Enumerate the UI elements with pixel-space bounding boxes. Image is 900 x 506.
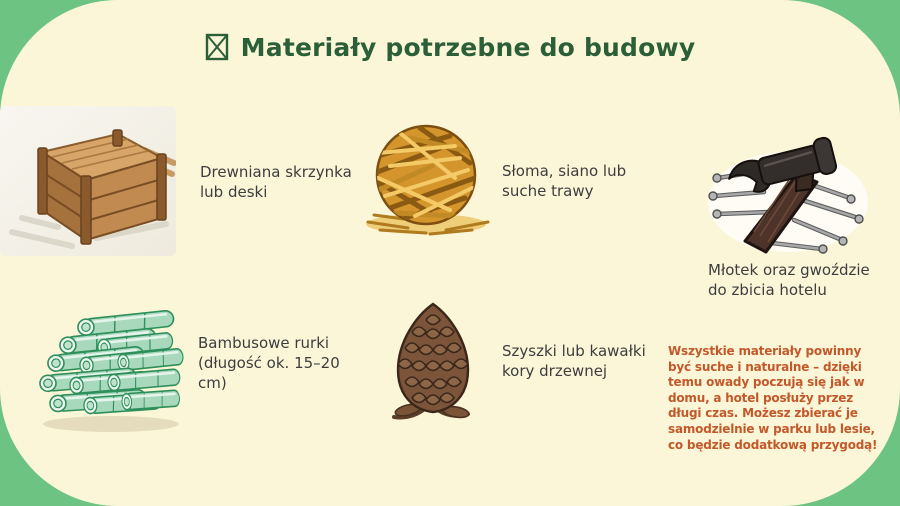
straw-ball-illustration bbox=[360, 118, 496, 240]
straw-ball-image bbox=[360, 118, 496, 240]
caption-bamboo: Bambusowe rurki (długość ok. 15–20 cm) bbox=[198, 334, 340, 392]
bamboo-tubes-illustration bbox=[26, 308, 188, 436]
materials-note: Wszystkie materiały powinny być suche i naturalne – dzięki temu owady poczują się jak w domu, a hotel posłuży przez długi czas. Możesz zbierać je samodzielnie w parku lub lesie, co będzie dodatkową przygodą! bbox=[668, 344, 878, 452]
caption-wooden-crate: Drewniana skrzynka lub deski bbox=[200, 163, 352, 201]
hammer-and-nails-image bbox=[702, 120, 874, 260]
hammer-and-nails-illustration bbox=[702, 120, 874, 260]
pine-cone-image bbox=[380, 298, 486, 434]
caption-cone: Szyszki lub kawałki kory drzewnej bbox=[502, 342, 646, 380]
caption-hammer: Młotek oraz gwoździe do zbicia hotelu bbox=[708, 261, 870, 299]
missing-glyph-box-icon bbox=[205, 32, 229, 62]
pine-cone-illustration bbox=[380, 298, 486, 434]
wooden-crate-illustration bbox=[0, 106, 176, 256]
page-title: Materiały potrzebne do budowy bbox=[240, 32, 696, 62]
wooden-crate-image bbox=[0, 106, 176, 256]
caption-straw: Słoma, siano lub suche trawy bbox=[502, 162, 627, 200]
page-title-row bbox=[0, 32, 900, 62]
bamboo-tubes-image bbox=[26, 308, 188, 436]
